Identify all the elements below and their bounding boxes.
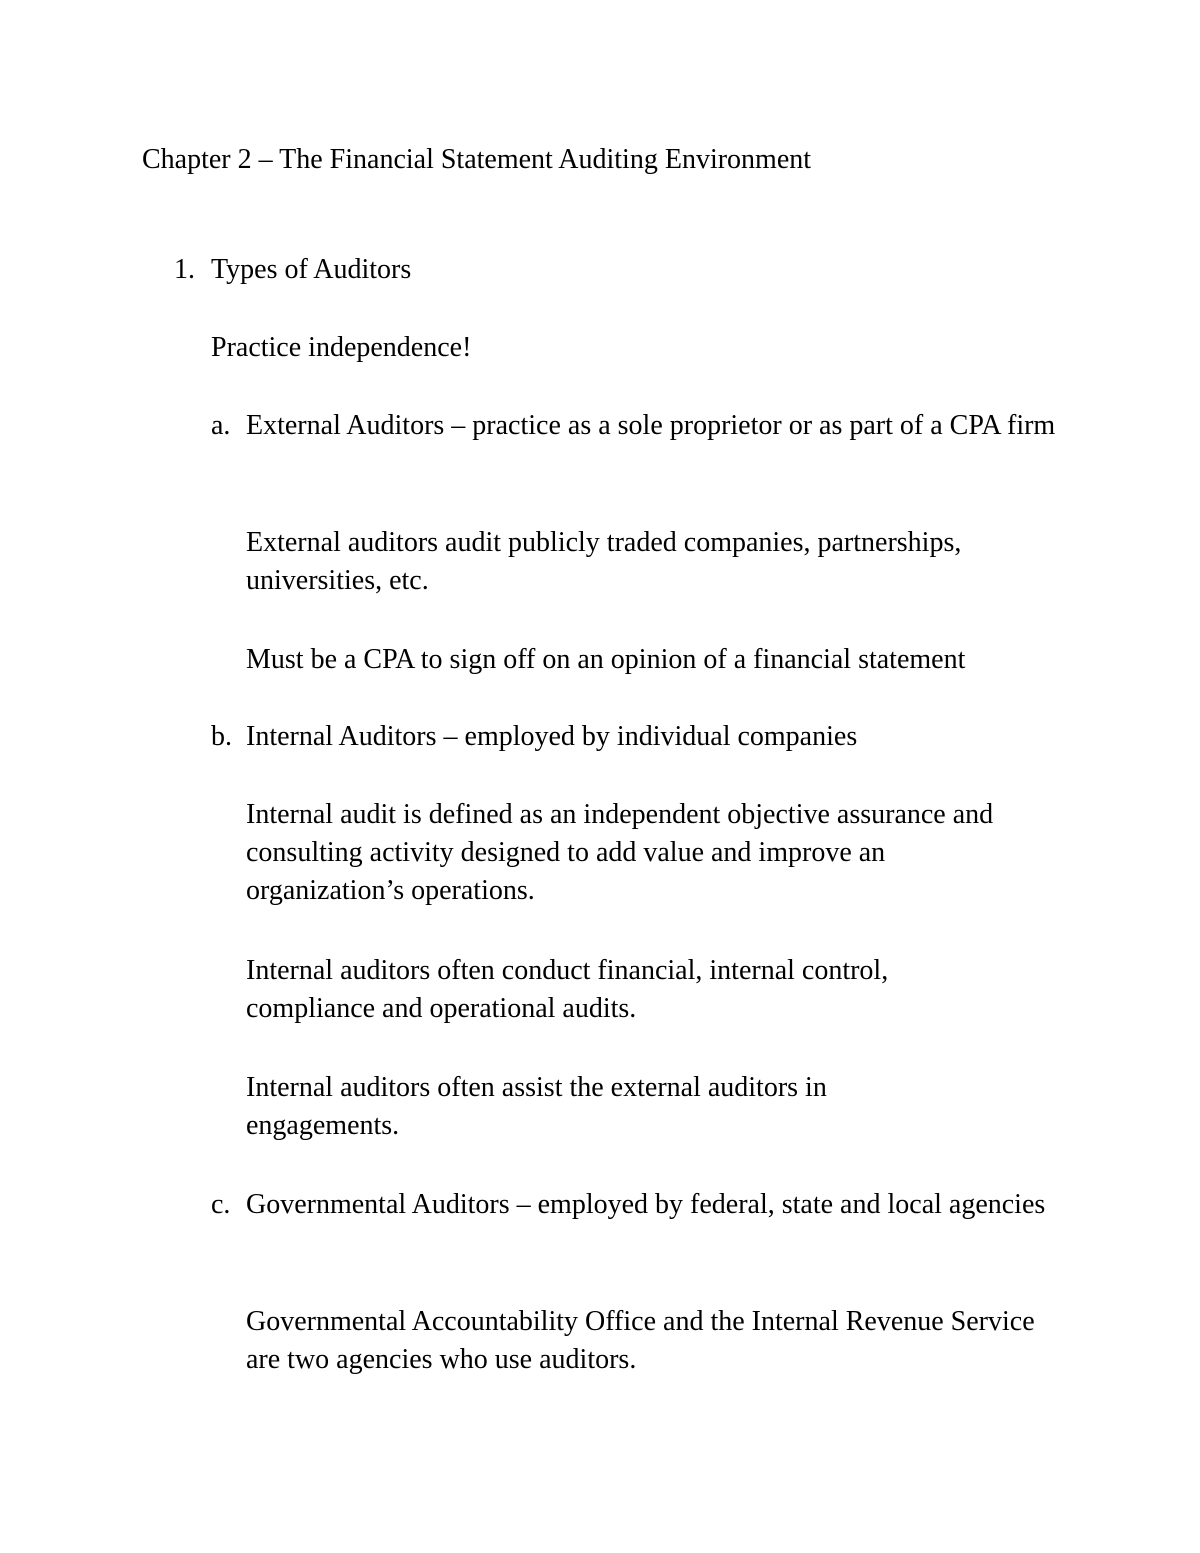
item-paragraph: Governmental Accountability Office and the Internal Revenue Service are two agencies who use auditors. <box>246 1306 1035 1375</box>
item-marker-a: a. <box>211 410 231 441</box>
item-heading-external-auditors: External Auditors – practice as a sole proprietor or as part of a CPA firm <box>246 410 1056 441</box>
item-marker-c: c. <box>211 1189 231 1220</box>
section-number: 1. <box>174 254 195 285</box>
chapter-title: Chapter 2 – The Financial Statement Auditing Environment <box>142 144 812 175</box>
item-paragraph: Internal auditors often conduct financial, internal control, compliance and operational audits. <box>246 955 889 1024</box>
item-paragraph: Must be a CPA to sign off on an opinion of a financial statement <box>246 644 966 675</box>
item-paragraph: Internal auditors often assist the external auditors in engagements. <box>246 1072 827 1141</box>
item-marker-b: b. <box>211 721 232 752</box>
item-heading-internal-auditors: Internal Auditors – employed by individual companies <box>246 721 858 752</box>
item-paragraph: Internal audit is defined as an independent objective assurance and consulting activity designed to add value and improve an organization’s operations. <box>246 799 994 906</box>
section-intro: Practice independence! <box>211 332 472 363</box>
section-heading: Types of Auditors <box>211 254 412 285</box>
item-heading-governmental-auditors: Governmental Auditors – employed by federal, state and local agencies <box>246 1189 1046 1220</box>
item-paragraph: External auditors audit publicly traded companies, partnerships, universities, etc. <box>246 527 962 596</box>
